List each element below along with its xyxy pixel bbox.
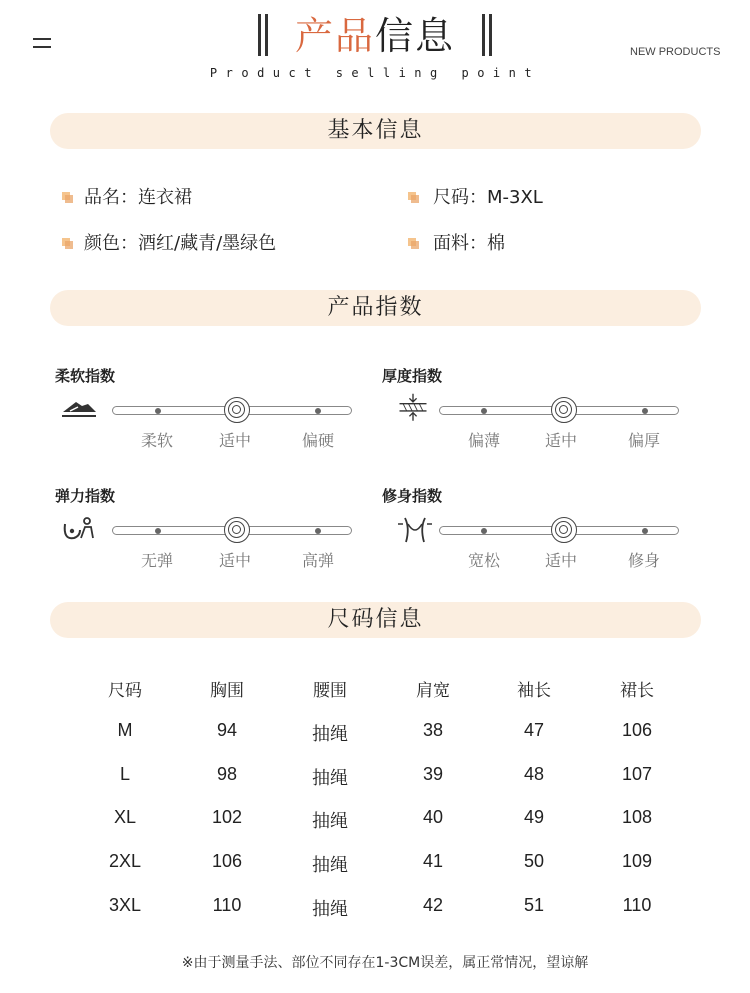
bullet-icon [62, 238, 73, 249]
table-cell: 107 [621, 764, 653, 784]
table-cell: 51 [523, 895, 545, 915]
measurement-footnote: ※由于测量手法、部位不同存在1-3CM误差，属正常情况，望谅解 [181, 955, 589, 971]
info-item-size [433, 186, 543, 210]
level-label: 偏薄 [467, 431, 500, 450]
info-item-fabric [433, 232, 505, 256]
level-label: 偏硬 [301, 431, 334, 450]
info-value: M-3XL [487, 187, 543, 208]
info-label: 尺码： [433, 187, 487, 208]
slider-dot [481, 408, 487, 414]
table-cell: M [117, 720, 133, 740]
table-header: 尺码 [108, 681, 142, 701]
table-cell: 50 [523, 851, 545, 871]
table-cell: 106 [211, 851, 243, 871]
table-cell: 抽绳 [312, 855, 348, 875]
section-header-size-info: 尺码信息 [50, 602, 701, 638]
table-header: 胸围 [210, 681, 244, 701]
table-cell: 3XL [108, 895, 142, 915]
bullet-icon [408, 238, 419, 249]
table-header: 袖长 [517, 681, 551, 701]
table-cell: 38 [422, 720, 444, 740]
table-cell: 108 [621, 807, 653, 827]
index-title-stretch: 弹力指数 [55, 487, 116, 505]
table-cell: 42 [422, 895, 444, 915]
table-cell: 40 [422, 807, 444, 827]
info-label: 颜色： [84, 233, 138, 254]
table-header: 裙长 [620, 681, 654, 701]
table-cell: 106 [621, 720, 653, 740]
page-title-rest: 信息 [375, 14, 456, 58]
stretch-slider-knob [224, 517, 250, 543]
table-cell: 2XL [108, 851, 142, 871]
slider-dot [155, 528, 161, 534]
info-value: 棉 [487, 233, 505, 254]
page-subtitle: Product selling point [209, 66, 541, 80]
table-cell: 抽绳 [312, 724, 348, 744]
level-label: 柔软 [140, 431, 173, 450]
info-value: 连衣裙 [138, 187, 192, 208]
table-cell: 110 [622, 895, 652, 915]
table-cell: 41 [422, 851, 444, 871]
slider-dot [315, 528, 321, 534]
level-label: 高弹 [301, 551, 334, 570]
title-divider-right [482, 14, 485, 56]
index-title-softness: 柔软指数 [55, 367, 116, 385]
level-label: 宽松 [467, 551, 500, 570]
table-cell: 94 [216, 720, 238, 740]
table-cell: L [119, 764, 130, 784]
new-products-tag: NEW PRODUCTS [630, 46, 721, 58]
title-divider-right-2 [489, 14, 492, 56]
level-label: 适中 [218, 551, 251, 570]
level-label: 无弹 [140, 551, 173, 570]
slider-dot [642, 408, 648, 414]
table-cell: 102 [211, 807, 243, 827]
table-header: 肩宽 [416, 681, 450, 701]
section-header-product-index: 产品指数 [50, 290, 701, 326]
bullet-icon [62, 192, 73, 203]
table-header: 腰围 [313, 681, 347, 701]
thickness-slider-knob [551, 397, 577, 423]
table-cell: 47 [523, 720, 545, 740]
table-cell: 抽绳 [312, 811, 348, 831]
index-title-thickness: 厚度指数 [382, 367, 443, 385]
table-cell: 110 [212, 895, 242, 915]
slider-dot [481, 528, 487, 534]
slider-dot [315, 408, 321, 414]
level-label: 修身 [627, 551, 660, 570]
info-item-name [84, 186, 192, 210]
info-label: 面料： [433, 233, 487, 254]
info-item-color [84, 232, 276, 256]
level-label: 偏厚 [627, 431, 660, 450]
softness-slider-knob [224, 397, 250, 423]
level-label: 适中 [218, 431, 251, 450]
table-cell: 98 [216, 764, 238, 784]
table-cell: XL [113, 807, 137, 827]
index-title-fit: 修身指数 [382, 487, 443, 505]
section-header-basic-info: 基本信息 [50, 113, 701, 149]
fit-slider-knob [551, 517, 577, 543]
table-cell: 39 [422, 764, 444, 784]
page-title-accent: 产品 [294, 14, 375, 58]
slider-dot [642, 528, 648, 534]
table-cell: 抽绳 [312, 899, 348, 919]
info-value: 酒红/藏青/墨绿色 [138, 233, 277, 254]
info-label: 品名： [84, 187, 138, 208]
level-label: 适中 [544, 431, 577, 450]
table-cell: 49 [523, 807, 545, 827]
slider-dot [155, 408, 161, 414]
table-cell: 48 [523, 764, 545, 784]
level-label: 适中 [544, 551, 577, 570]
fabric-softness-icon [60, 396, 98, 432]
stretch-icon [60, 514, 98, 550]
fit-icon [396, 514, 434, 550]
table-cell: 抽绳 [312, 768, 348, 788]
thickness-icon [394, 392, 432, 428]
bullet-icon [408, 192, 419, 203]
table-cell: 109 [621, 851, 653, 871]
